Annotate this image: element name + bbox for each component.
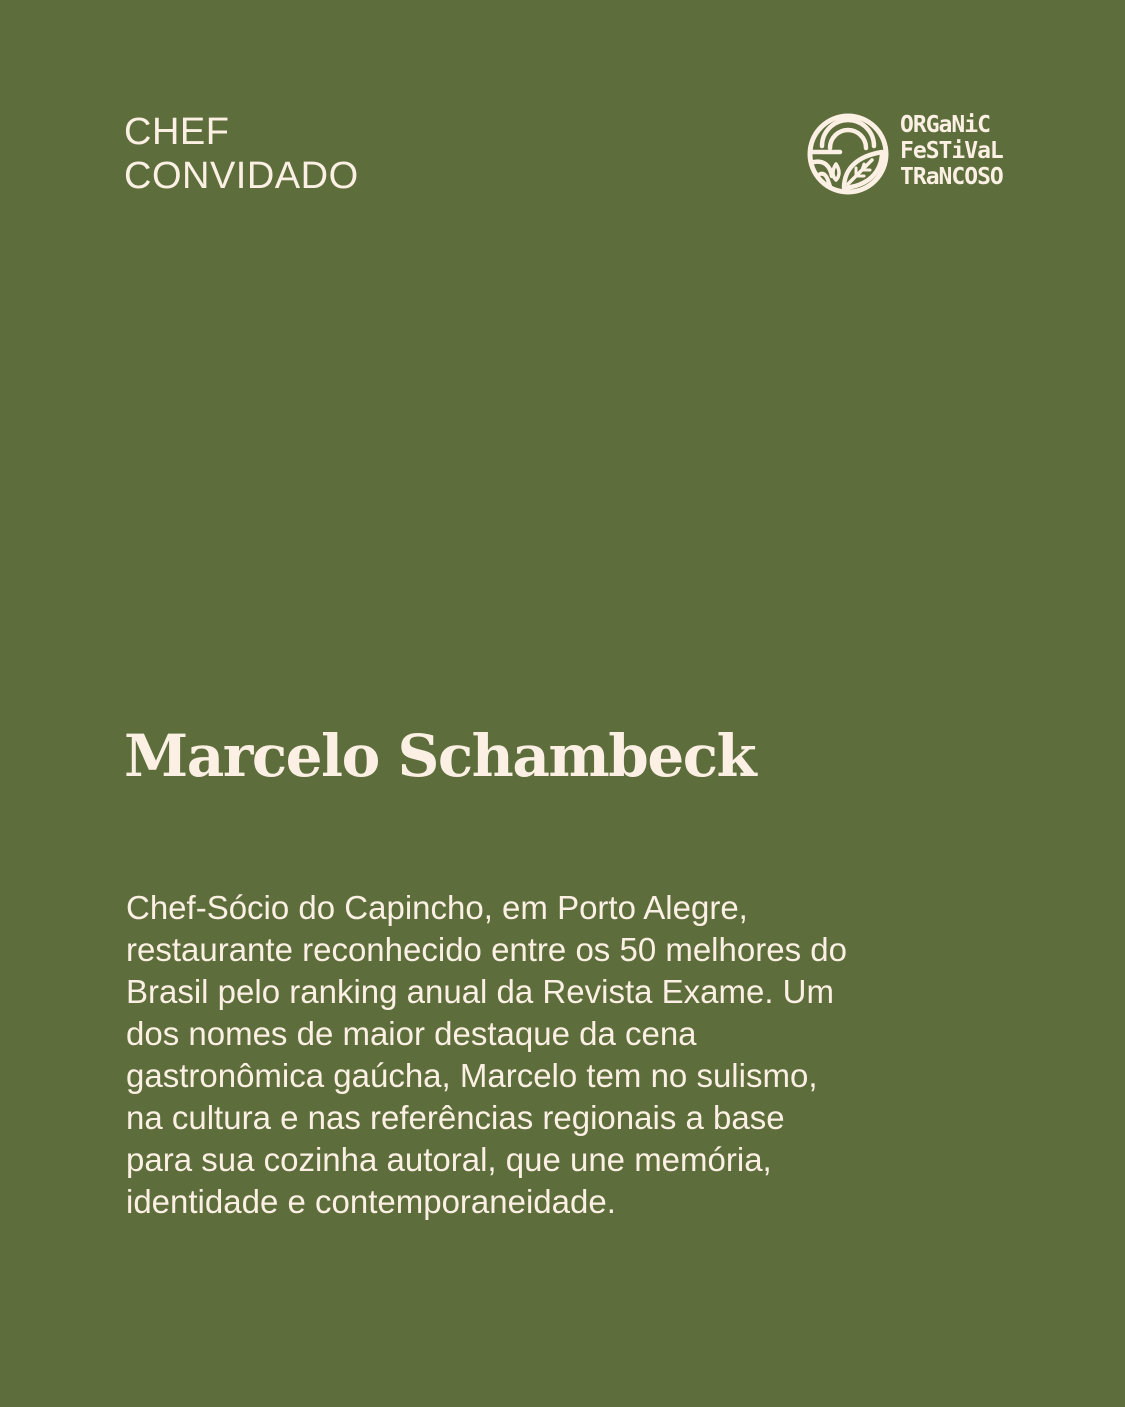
organic-festival-leaf-sun-icon [806, 110, 890, 196]
section-label-line-2: CONVIDADO [124, 155, 359, 197]
section-label [124, 110, 359, 198]
organic-festival-logo [806, 110, 1006, 200]
logo-line-3: TRaNCOSO [900, 164, 1003, 190]
logo-line-2: FeSTiVaL [900, 138, 1003, 164]
logo-line-1: ORGaNiC [900, 112, 990, 138]
organic-festival-wordmark [900, 112, 1003, 190]
section-label-line-1: CHEF [124, 111, 230, 153]
chef-bio: Chef-Sócio do Capincho, em Porto Alegre, restaurante reconhecido entre os 50 melhores do Brasil pelo ranking anual da Revista Exame. Um dos nomes de maior destaque da cena gastronômica gaúcha, Marcelo tem no sulismo, na cultura e nas referências regionais a base para sua cozinha autoral, que une memória, identidade e contemporaneidade. [126, 889, 847, 1220]
chef-name: Marcelo Schambeck [124, 722, 756, 790]
